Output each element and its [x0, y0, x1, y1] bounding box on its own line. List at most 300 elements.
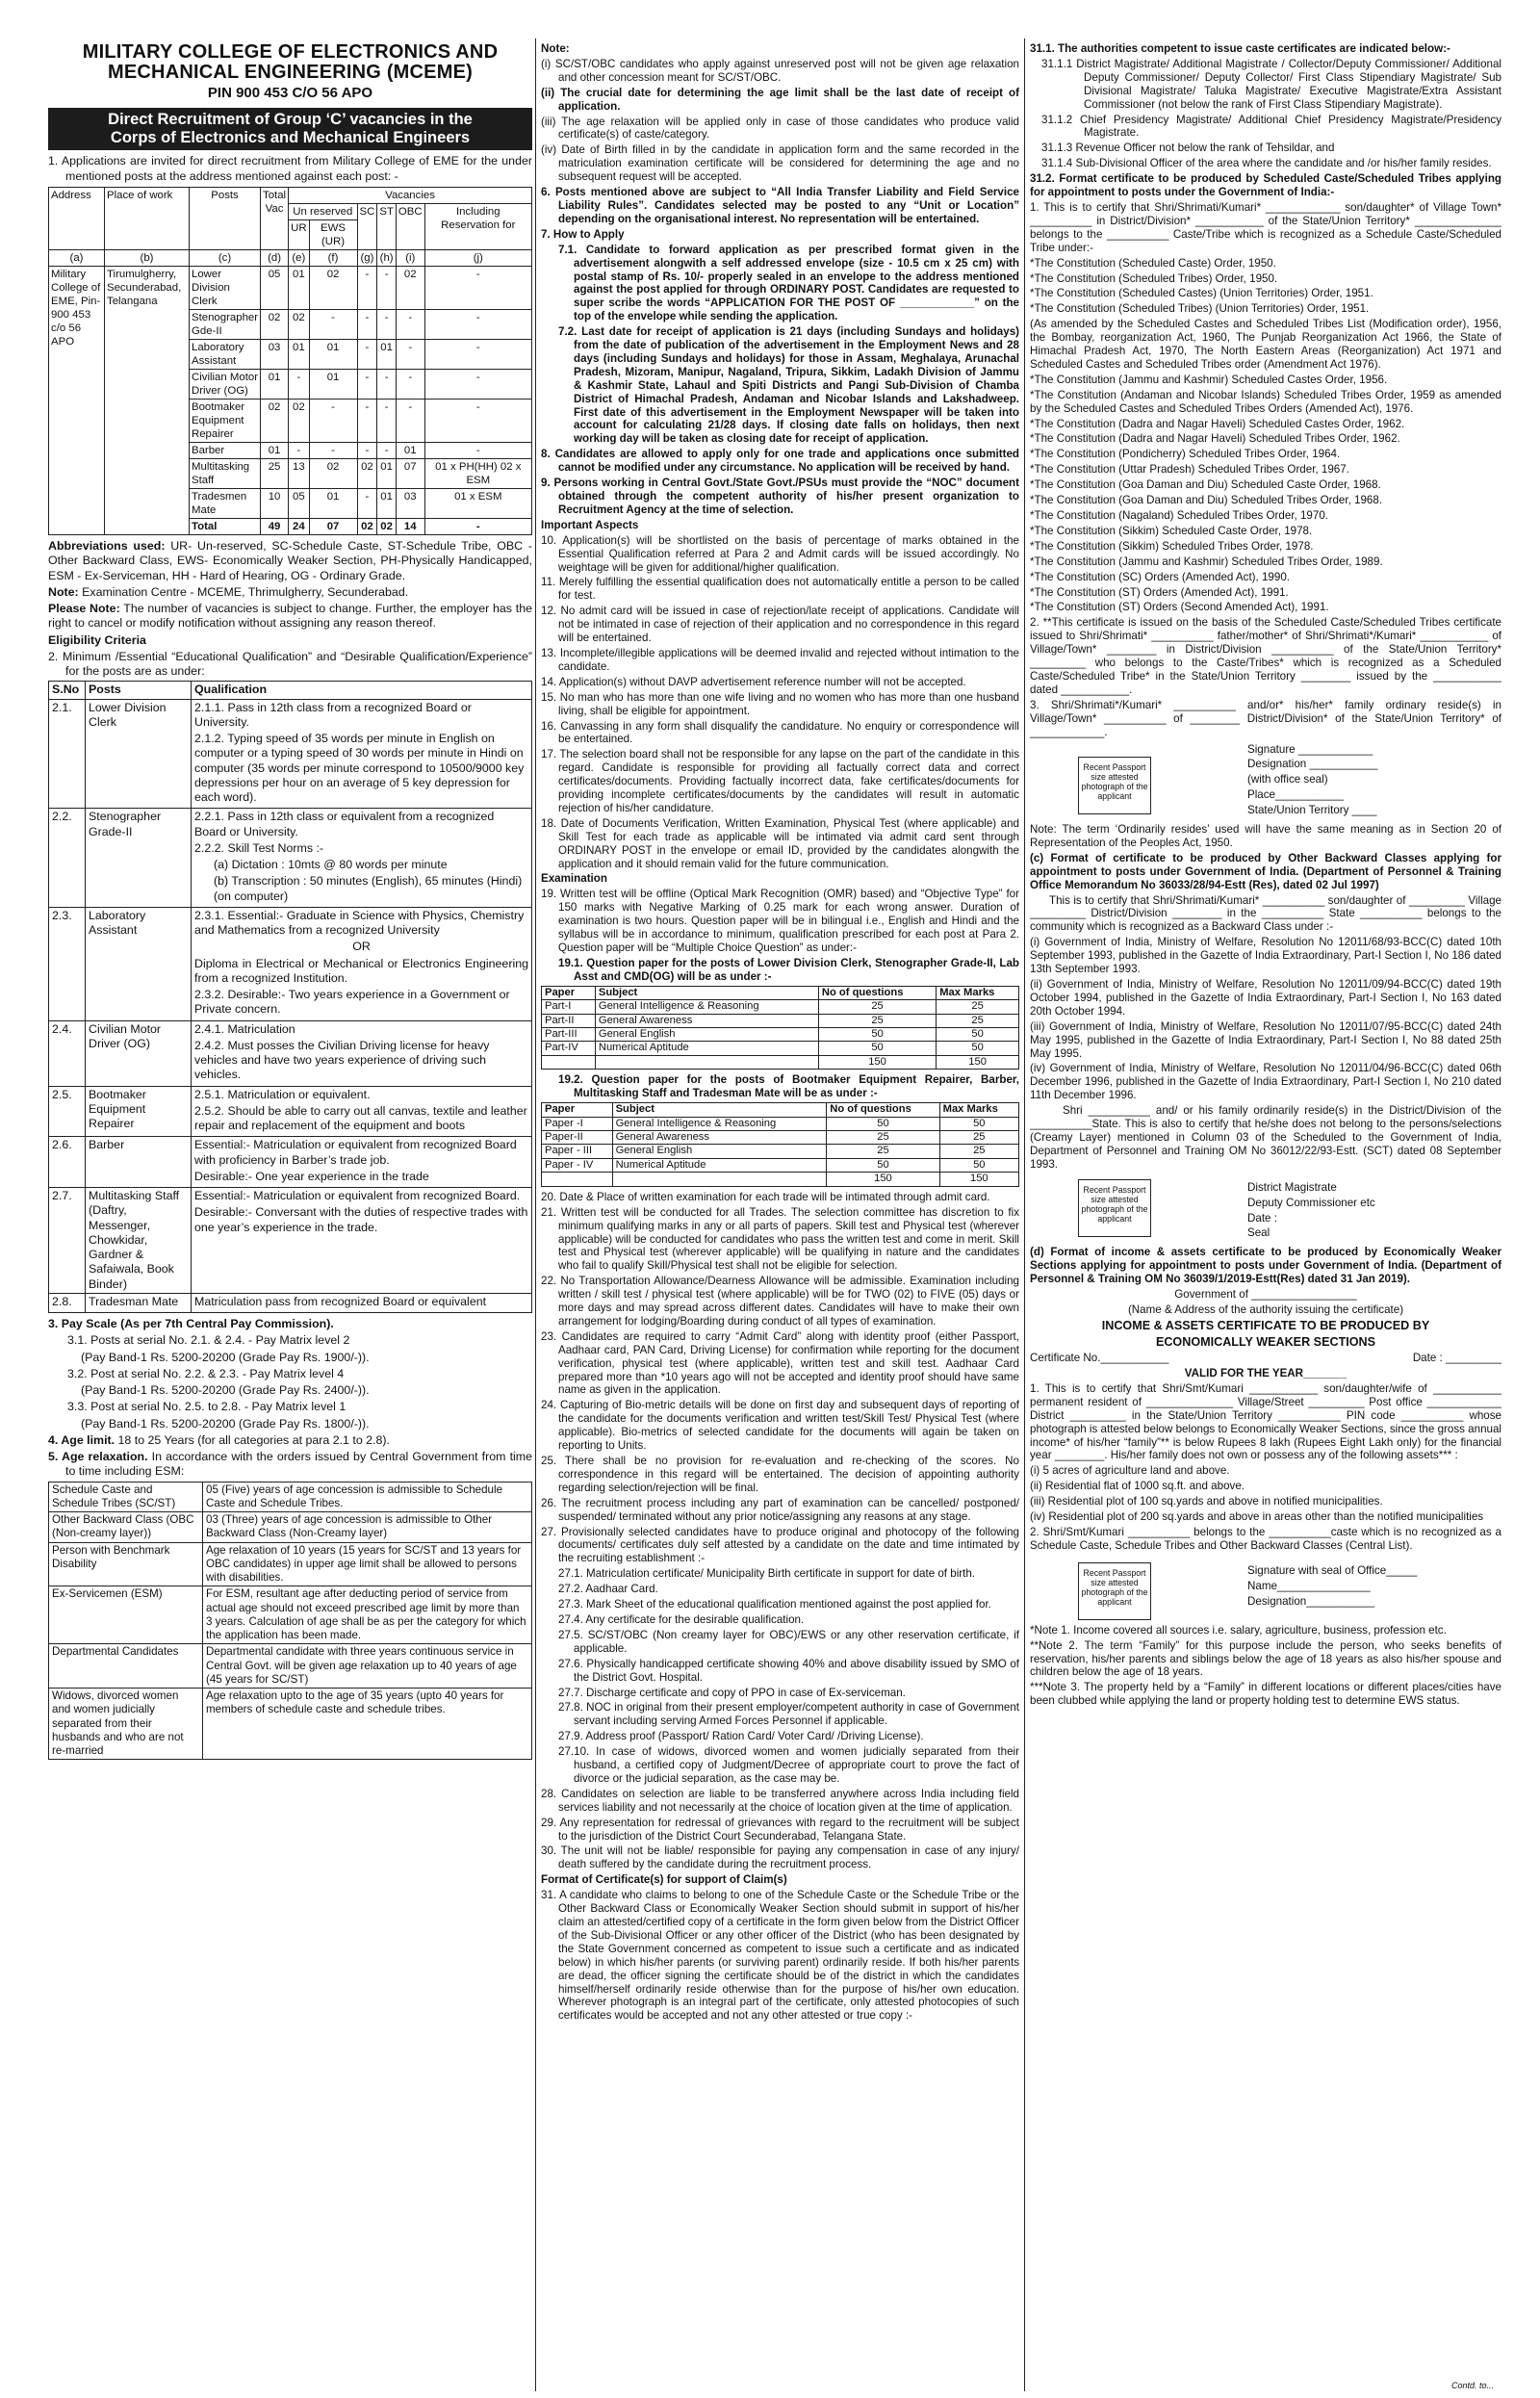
- document-item: 27.5. SC/ST/OBC (Non creamy layer for OBC)/EWS or any other reservation certificate, if applicable.: [558, 1628, 1019, 1655]
- cell: -: [377, 370, 397, 400]
- cell: -: [396, 370, 424, 400]
- document-item: 27.1. Matriculation certificate/ Municipality Birth certificate in support for date of birth.: [558, 1567, 976, 1581]
- cell: Bootmaker Equipment Repairer: [190, 400, 261, 443]
- cell: Age relaxation upto to the age of 35 years (upto 40 years for members of schedule caste and schedule tribes.: [203, 1689, 532, 1760]
- document-item: 27.8. NOC in original from their present employer/competent authority in case of Government servant including serving Armed Forces Personnel if applicable.: [558, 1701, 1019, 1728]
- cell: 01: [261, 370, 289, 400]
- cell: Part-III: [542, 1028, 596, 1042]
- sig-line: Designation ___________: [1247, 758, 1378, 771]
- cell: Military College of EME, Pin-900 453 c/o 56 APO: [49, 266, 105, 534]
- table-row: [542, 1055, 1019, 1069]
- banner-line: Corps of Electronics and Mechanical Engineers: [110, 129, 471, 147]
- cell: General English: [612, 1145, 827, 1158]
- cell: -: [424, 400, 531, 443]
- resolution-item: (ii) Government of India, Ministry of Welfare, Resolution No 12011/09/94-BCC(C) dated 19th October 1994, published in the Gazette of India Extraordinary, Part-I Section I, No 163 dated 20th October 1994.: [1030, 978, 1502, 1018]
- col-header: OBC: [396, 203, 424, 249]
- cell: Tradesmen Mate: [190, 489, 261, 519]
- table-row: [542, 1158, 1019, 1172]
- col-header: No of questions: [827, 1103, 939, 1117]
- cell: -: [309, 310, 357, 340]
- cell: -: [377, 400, 397, 443]
- signature-block: [1030, 1175, 1502, 1243]
- cell: Numerical Aptitude: [612, 1158, 827, 1172]
- list-item: 22. No Transportation Allowance/Dearness Allowance will be admissible. Examination including written / skill test / physical test (where applicable) will be for TWO (02) to FIVE (05) days or more days and may spread across different dates. Candidates will have to make their own arrangement for lodging/Boarding during conduct of all types of examination.: [541, 1275, 1019, 1328]
- table-row: [542, 1117, 1019, 1130]
- pay-line: (Pay Band-1 Rs. 5200-20200 (Grade Pay Rs. 1800/-)).: [81, 1416, 370, 1431]
- note: Note: The term ‘Ordinarily resides’ used will have the same meaning as in Section 20 of Representation of the Peoples Act, 1950.: [1030, 823, 1502, 849]
- cell: -: [357, 443, 377, 459]
- cell: 49: [261, 519, 289, 535]
- cell: Tradesman Mate: [86, 1293, 192, 1312]
- qual-line: 2.4.2. Must posses the Civilian Driving license for heavy vehicles and have two years experience of driving such vehicles.: [194, 1038, 490, 1082]
- order-item: *The Constitution (Nagaland) Scheduled Tribes Order, 1970.: [1030, 509, 1328, 522]
- cell: -: [377, 443, 397, 459]
- list-item: 16. Canvassing in any form shall disqualify the candidature. No enquiry or correspondence will be entertained.: [541, 719, 1019, 746]
- resolution-item: (iii) Government of India, Ministry of Welfare, Resolution No 12011/07/95-BCC(C) dated 24th May 1995, published in the Gazette of India Extraordinary, Part-I Section I, No 88 dated 25th May 1995.: [1030, 1019, 1502, 1060]
- age-relaxation-table: [48, 1482, 532, 1761]
- cell: Person with Benchmark Disability: [49, 1542, 203, 1586]
- document-item: 27.4. Any certificate for the desirable qualification.: [558, 1612, 805, 1626]
- photo-placeholder: Recent Passport size attested photograph of the applicant: [1078, 757, 1151, 814]
- sig-line: Place___________: [1247, 788, 1344, 802]
- cell: 50: [818, 1042, 936, 1055]
- col-header: ST: [377, 203, 397, 249]
- cell: 02: [309, 266, 357, 309]
- footnote: ***Note 3. The property held by a “Family” in different locations or different places/cities have been clubbed while applying the land or property holding test to determine EWS status.: [1030, 1681, 1502, 1708]
- cell: 50: [827, 1158, 939, 1172]
- cell: 25: [827, 1145, 939, 1158]
- cell: (j): [424, 249, 531, 266]
- table-row: [49, 907, 532, 1020]
- cell: 150: [937, 1055, 1019, 1069]
- cell: 01: [377, 340, 397, 370]
- banner-line: Direct Recruitment of Group ‘C’ vacancies in the: [108, 111, 473, 129]
- certificate-text: 2. **This certificate is issued on the basis of the Scheduled Caste/Scheduled Tribes certificate issued to Shri/Shrimati* __________ father/mother* of Shri/Shrimati*/Kumari* ___________ of Village/Town* ________ in District/Division __________ of the State/Union Territory* _________ who belongs to the Caste/Tribes* which is recognized as a Scheduled Caste/Scheduled Tribe* in the State/Union Territory ________ issued by the ___________ dated ___________.: [1030, 616, 1502, 696]
- cell: General Intelligence & Reasoning: [595, 1000, 818, 1014]
- age-limit: [48, 1433, 532, 1448]
- order-item: *The Constitution (Sikkim) Scheduled Caste Order, 1978.: [1030, 524, 1313, 537]
- sig-line: State/Union Territory ____: [1247, 804, 1377, 817]
- qual-line: 2.2.1. Pass in 12th class or equivalent from a recognized Board or University.: [194, 810, 495, 838]
- table-row: [49, 1137, 532, 1188]
- order-item: *The Constitution (ST) Orders (Second Amended Act), 1991.: [1030, 601, 1329, 614]
- col-header: Posts: [190, 187, 261, 249]
- cell: Schedule Caste and Schedule Tribes (SC/ST): [49, 1482, 203, 1512]
- paragraph: 19.2. Question paper for the posts of Bootmaker Equipment Repairer, Barber, Multitasking Staff and Tradesman Mate will be as under :-: [558, 1073, 1019, 1100]
- cell: -: [377, 310, 397, 340]
- certificate-title: ECONOMICALLY WEAKER SECTIONS: [1155, 1334, 1376, 1349]
- certificate-text: 1. This is to certify that Shri/Shrimati/Kumari* ____________ son/daughter* of Village Town* __________ in District/Division* ___________ of the State/Union Territory* ______________ belongs to the __________ Caste/Tribe which is recognized as a Schedule Caste/Scheduled Tribe under:-: [1030, 200, 1502, 254]
- note-label: Note:: [541, 42, 570, 55]
- please-note: [48, 602, 532, 632]
- cell: -: [424, 370, 531, 400]
- paragraph: 19. Written test will be offline (Optical Mark Recognition (OMR) based) and “Objective Type” for 150 marks with Negative Marking of 0.25 mark for each wrong answer. Duration of examination is two hours. Question paper will be in bilingual i.e., English and Hindi and the syllabus will be in accordance to minimum, qualification prescribed for each post at Para 2. Question paper will be “Multiple Choice Question” as under:-: [541, 888, 1019, 954]
- list-item: 20. Date & Place of written examination for each trade will be intimated through admit card.: [541, 1190, 990, 1203]
- order-item: *The Constitution (Andaman and Nicobar Islands) Scheduled Tribes Order, 1959 as amended by the Scheduled Castes and Scheduled Tribes Orders (Amended Act), 1976.: [1030, 388, 1502, 415]
- col-header: Subject: [612, 1103, 827, 1117]
- order-item: *The Constitution (Scheduled Castes) (Union Territories) Order, 1951.: [1030, 287, 1373, 300]
- org-title-line: MECHANICAL ENGINEERING (MCEME): [108, 62, 473, 83]
- document-item: 27.7. Discharge certificate and copy of PPO in case of Ex-serviceman.: [558, 1686, 906, 1699]
- section-heading: Eligibility Criteria: [48, 632, 146, 647]
- column-middle: [541, 42, 1019, 2391]
- list-item: 18. Date of Documents Verification, Written Examination, Physical Test (where applicable) and Skill Test for each trade as applicable will be intimated via admit card sent through ORDINARY POST in the envelope or email ID, provided by the candidates alongwith the application and it should remain valid for the future communication.: [541, 816, 1019, 870]
- col-header: Total Vac: [261, 187, 289, 249]
- abbreviations: [48, 539, 532, 583]
- cert-date: Date : _________: [1412, 1352, 1502, 1365]
- order-item: *The Constitution (Jammu and Kashmir) Scheduled Castes Order, 1956.: [1030, 373, 1388, 386]
- cell: General English: [595, 1028, 818, 1042]
- cell: Lower Division Clerk: [86, 699, 192, 809]
- cell: 02: [261, 400, 289, 443]
- table-row: [542, 1028, 1019, 1042]
- cell: (h): [377, 249, 397, 266]
- order-item: *The Constitution (ST) Orders (Amended Act), 1991.: [1030, 585, 1289, 599]
- qual-line: 2.3.2. Desirable:- Two years experience in a Government or Private concern.: [194, 988, 510, 1017]
- col-header: Paper: [542, 1103, 613, 1117]
- list-item: 28. Candidates on selection are liable to be transferred anywhere across India including field services liability and not necessarily at the choice of location given at the time of application.: [541, 1787, 1019, 1814]
- section-heading: Important Aspects: [541, 518, 639, 531]
- org-title: [48, 42, 532, 83]
- col-header: EWS (UR): [309, 219, 357, 249]
- cell: 02: [289, 400, 309, 443]
- vacancy-table: [48, 187, 532, 535]
- order-item: *The Constitution (Jammu and Kashmir) Scheduled Tribes Order, 1989.: [1030, 554, 1383, 568]
- qual-line: 2.5.2. Should be able to carry out all canvas, textile and leather repair and replacement of the equipment and boots: [194, 1103, 527, 1133]
- qual-line: 2.1.2. Typing speed of 35 words per minute in English on computer or a typing speed of 30 words per minute in Hindi on computer (35 words per minute correspond to 10500/9000 key depressions per hour on an average of 5 key depression for each word).: [194, 732, 525, 805]
- list-item: 14. Application(s) without DAVP advertisement reference number will not be accepted.: [541, 675, 966, 688]
- col-header: Subject: [595, 986, 818, 999]
- pay-line: 3.2. Post at serial No. 2.2. & 2.3. - Pay Matrix level 4: [67, 1366, 345, 1380]
- cell: 03 (Three) years of age concession is admissible to Other Backward Class (Non-Creamy layer): [203, 1512, 532, 1543]
- document-item: 27.9. Address proof (Passport/ Ration Card/ Voter Card/ /Driving License).: [558, 1730, 924, 1743]
- cell: -: [396, 340, 424, 370]
- column-right: [1030, 42, 1502, 2391]
- order-item: *The Constitution (Goa Daman and Diu) Scheduled Tribes Order, 1968.: [1030, 494, 1383, 507]
- qual-line: Essential:- Matriculation or equivalent from recognized Board.: [194, 1189, 521, 1203]
- cell: [192, 1086, 532, 1137]
- cell: 07: [396, 459, 424, 489]
- cell: [612, 1173, 827, 1186]
- col-header: Max Marks: [939, 1103, 1018, 1117]
- paragraph: 6. Posts mentioned above are subject to “All India Transfer Liability and Field Service Liability Rules”. Candidates selected may be posted to any “Unit or Location” depending on the organisational interest. No representation will be entertained.: [541, 186, 1019, 225]
- cell: Paper -I: [542, 1117, 613, 1130]
- table-row: [49, 1644, 532, 1689]
- cell: [192, 1293, 532, 1312]
- label: Please Note:: [48, 602, 120, 616]
- cell: For ESM, resultant age after deducting period of service from actual age should not exceed prescribed age limit by more than 3 years. Calculation of age shall be as per the category for which the application has been made.: [203, 1586, 532, 1644]
- cell: 25: [261, 459, 289, 489]
- cell: 02: [377, 519, 397, 535]
- cell: [595, 1055, 818, 1069]
- paragraph: 7.2. Last date for receipt of application is 21 days (including Sundays and holidays) from the date of publication of the advertisement in the Employment News and 28 days (including Sundays and holidays) for those in Assam, Meghalaya, Arunachal Pradesh, Mizoram, Manipur, Nagaland, Tripura, Sikkim, Ladakh Division of Jammu & Kashmir State, Lahaul and Spiti Districts and Pangi Sub-Division of Chamba District of Himachal Pradesh, Andaman and Nicobar Islands and Lakshadweep. First date of this advertisement in the Employment Newspaper will be taken into account for calculating 21/28 days. If closing date falls on holidays, then next working day will be taken as closing date for receipt of application.: [558, 325, 1019, 446]
- cell: Civilian Motor Driver (OG): [86, 1020, 192, 1086]
- paragraph: 7.1. Candidate to forward application as per prescribed format given in the advertisement alongwith a self addressed envelope (size - 10.5 cm x 25 cm) with postal stamp of Rs. 10/- properly sealed in an envelope to the address mentioned against the post applied for through ORDINARY POST. Candidates are requested to super scribe the words “APPLICATION FOR THE POST OF ____________” on the top of the envelope while sending the application.: [558, 243, 1019, 323]
- cell: 01: [309, 370, 357, 400]
- cell: 01: [377, 459, 397, 489]
- cell: [542, 1055, 596, 1069]
- paragraph: 19.1. Question paper for the posts of Lower Division Clerk, Stenographer Grade-II, Lab Asst and CMD(OG) will be as under :-: [558, 956, 1019, 983]
- order-item: *The Constitution (Dadra and Nagar Haveli) Scheduled Tribes Order, 1962.: [1030, 432, 1400, 446]
- cell: (c): [190, 249, 261, 266]
- order-item: *The Constitution (Scheduled Caste) Order, 1950.: [1030, 256, 1276, 270]
- cell: -: [424, 340, 531, 370]
- cell: Total: [190, 519, 261, 535]
- cell: [192, 1188, 532, 1294]
- certificate-text: Shri __________ and/ or his family ordinarily reside(s) in the District/Division of the __________State. This is also to certify that he/she does not belong to the persons/selections (Creamy Layer) mentioned in Column 03 of the Scheduled to the Government of India, Department of Personnel and Training OM No 36012/22/93-Estt. (SCT) dated 08 September 1993.: [1030, 1104, 1502, 1171]
- paragraph: 2. Minimum /Essential “Educational Qualification” and “Desirable Qualification/Experience” for the posts are as under:: [48, 649, 532, 679]
- asset-item: (iii) Residential plot of 100 sq.yards and above in notified municipalities.: [1030, 1495, 1383, 1508]
- cell: Part-II: [542, 1014, 596, 1027]
- table-row: [49, 1293, 532, 1312]
- cell: -: [424, 266, 531, 309]
- qual-line: Matriculation pass from recognized Board or equivalent: [194, 1294, 487, 1308]
- cell: 2.6.: [49, 1137, 86, 1188]
- asset-item: (ii) Residential flat of 1000 sq.ft. and above.: [1030, 1480, 1245, 1493]
- cell: Laboratory Assistant: [190, 340, 261, 370]
- cert-no-row: [1030, 1352, 1502, 1365]
- cell: -: [396, 400, 424, 443]
- cell: 05 (Five) years of age concession is admissible to Schedule Caste and Schedule Tribes.: [203, 1482, 532, 1512]
- cell: -: [289, 443, 309, 459]
- table-row: [542, 1042, 1019, 1055]
- text: 18 to 25 Years (for all categories at para 2.1 to 2.8).: [115, 1432, 390, 1447]
- note-item: (ii) The crucial date for determining the age limit shall be the last date of receipt of application.: [541, 86, 1019, 113]
- paragraph: 31. A candidate who claims to belong to one of the Schedule Caste or the Schedule Tribe or the Other Backward Class or Economically Weaker Section should submit in support of his/her claim an attested/certified copy of a certificate in the form given below from the District Officer of the Sub-Divisional Officer or any other officer of the District (who has been designated by the State Government concerned as competent to issue such a certificate and as indicated below) in which his/her parents (or surviving parent) ordinarily reside. If both his/her parents are dead, the officer signing the certificate should be of the district in which the candidates himself/herself ordinarily reside otherwise than for the purpose of his/her own education. Wherever photograph is an integral part of the certificate, only attested photocopies of such certificates would be accepted and not any other attested or true copy :-: [541, 1889, 1019, 2023]
- intro-paragraph: 1. Applications are invited for direct recruitment from Military College of EME for the under mentioned posts at the address mentioned against each post: -: [48, 154, 532, 183]
- cell: 02: [357, 519, 377, 535]
- document-item: 27.3. Mark Sheet of the educational qualification mentioned against the post applied for.: [558, 1598, 991, 1612]
- cell: -: [357, 370, 377, 400]
- list-item: 24. Capturing of Bio-metric details will be done on first day and subsequent days of reporting of the candidate for the documents verification and written test/Skill Test/ Physical Test (where applicable). Bio-metrics of selected candidate for the documents will again be taken on reporting to Units.: [541, 1399, 1019, 1453]
- qual-line: 2.2.2. Skill Test Norms :-: [194, 840, 324, 855]
- sig-line: Deputy Commissioner etc: [1247, 1196, 1375, 1209]
- cell: Departmental candidate with three years continuous service in Central Govt. will be given age relaxation up to 40 years of age (45 years for SC/ST): [203, 1644, 532, 1689]
- cell: -: [357, 340, 377, 370]
- sig-line: Date :: [1247, 1211, 1277, 1225]
- cell: -: [424, 310, 531, 340]
- note: [48, 585, 532, 600]
- cell: 25: [818, 1014, 936, 1027]
- cell: Paper-II: [542, 1131, 613, 1145]
- signature-fields: [1247, 1181, 1375, 1243]
- org-title-line: MILITARY COLLEGE OF ELECTRONICS AND: [82, 42, 499, 63]
- order-item: *The Constitution (Sikkim) Scheduled Tribes Order, 1978.: [1030, 539, 1314, 553]
- cell: 05: [289, 489, 309, 519]
- cell: [192, 1137, 532, 1188]
- col-header: Address: [49, 187, 105, 249]
- cell: 50: [939, 1117, 1018, 1130]
- list-item: 10. Application(s) will be shortlisted on the basis of percentage of marks obtained in the Essential Qualification referred at Para 2 and Admit cards will be issued accordingly. No weightage will be given for additional/higher qualification.: [541, 533, 1019, 574]
- cert-no: Certificate No.___________: [1030, 1352, 1169, 1365]
- cell: Paper - IV: [542, 1158, 613, 1172]
- note-item: (i) SC/ST/OBC candidates who apply against unreserved post will not be given age relaxation and other concession meant for SC/ST/OBC.: [541, 57, 1019, 84]
- cell: 01: [309, 489, 357, 519]
- cell: 25: [937, 1014, 1019, 1027]
- table-row: [542, 1000, 1019, 1014]
- cell: General Intelligence & Reasoning: [612, 1117, 827, 1130]
- signature-block: [1030, 743, 1502, 820]
- order-item: *The Constitution (Pondicherry) Scheduled Tribes Order, 1964.: [1030, 448, 1341, 461]
- pay-line: (Pay Band-1 Rs. 5200-20200 (Grade Pay Rs. 1900/-)).: [81, 1350, 370, 1364]
- sig-line: Designation___________: [1247, 1594, 1375, 1608]
- cell: -: [289, 370, 309, 400]
- cell: Bootmaker Equipment Repairer: [86, 1086, 192, 1137]
- table-row: [49, 1586, 532, 1644]
- cell: Multitasking Staff (Daftry, Messenger, Chowkidar, Gardner & Safaiwala, Book Binder): [86, 1188, 192, 1294]
- list-item: 17. The selection board shall not be responsible for any lapse on the part of the candidate in this regard. Candidate is responsible for providing all factually correct data and correct certificates/documents. Providing factually incorrect data, fake certificates/documents for providing incomplete certificates/documents by the candidates will result in automatic rejection of his/her candidature.: [541, 748, 1019, 814]
- cell: -: [424, 519, 531, 535]
- qual-line: Desirable:- One year experience in the trade: [194, 1169, 429, 1183]
- col-header: Place of work: [105, 187, 190, 249]
- table-row: [542, 1145, 1019, 1158]
- qual-line: 2.5.1. Matriculation or equivalent.: [194, 1087, 371, 1101]
- cell: -: [309, 443, 357, 459]
- note-item: (iii) The age relaxation will be applied only in case of those candidates who produce valid certificate(s) of caste/category.: [541, 115, 1019, 142]
- document-item: 27.6. Physically handicapped certificate showing 40% and above disability issued by SMO of the District Govt. Hospital.: [558, 1657, 1019, 1684]
- cell: -: [357, 400, 377, 443]
- col-header: S.No: [49, 682, 86, 699]
- cell: 2.8.: [49, 1293, 86, 1312]
- qual-line: OR: [352, 940, 371, 954]
- cell: -: [357, 310, 377, 340]
- cell: (a): [49, 249, 105, 266]
- pay-line: (Pay Band-1 Rs. 5200-20200 (Grade Pay Rs. 2400/-)).: [81, 1383, 370, 1398]
- col-header: Max Marks: [937, 986, 1019, 999]
- col-header: Paper: [542, 986, 596, 999]
- list-item: 30. The unit will not be liable/ responsible for paying any compensation in case of any injury/ death suffered by the candidate during the recruitment process.: [541, 1844, 1019, 1871]
- authority-item: 31.1.3 Revenue Officer not below the rank of Tehsildar, and: [1041, 142, 1335, 155]
- order-item: *The Constitution (SC) Orders (Amended Act), 1990.: [1030, 570, 1290, 583]
- note-item: (iv) Date of Birth filled in by the candidate in application form and the same recorded in the matriculation examination certificate will be considered for determining the age and no subsequent request will be accepted.: [541, 143, 1019, 184]
- qual-line: Essential:- Matriculation or equivalent from recognized Board with proficiency in Barber’s trade job.: [194, 1138, 517, 1167]
- age-relaxation: [48, 1450, 532, 1480]
- qual-line: 2.3.1. Essential:- Graduate in Science with Physics, Chemistry and Mathematics from a recognized University: [194, 908, 525, 938]
- cell: [192, 699, 532, 809]
- cell: 10: [261, 489, 289, 519]
- cell: 50: [939, 1158, 1018, 1172]
- table-row: [542, 1131, 1019, 1145]
- table-row: [49, 249, 532, 266]
- cell: Ex-Servicemen (ESM): [49, 1586, 203, 1644]
- authority-item: 31.1.4 Sub-Divisional Officer of the area where the candidate and /or his/her family resides.: [1041, 157, 1492, 170]
- text: UR- Un-reserved, SC-Schedule Caste, ST-Schedule Tribe, OBC - Other Backward Class, EWS- Economically Weaker Section, PH-Physically Handicapped, ESM - Ex-Serviceman, HH - Hard of Hearing, OG - Ordinary Grade.: [48, 539, 532, 582]
- section-heading: 7. How to Apply: [541, 227, 625, 241]
- cell: 2.2.: [49, 809, 86, 908]
- cell: (f): [309, 249, 357, 266]
- cell: 50: [818, 1028, 936, 1042]
- sig-line: Signature with seal of Office_____: [1247, 1563, 1418, 1577]
- order-item: *The Constitution (Goa Daman and Diu) Scheduled Caste Order, 1968.: [1030, 478, 1381, 492]
- qual-line: (a) Dictation : 10mts @ 80 words per minute: [214, 858, 448, 872]
- photo-placeholder: Recent Passport size attested photograph of the applicant: [1078, 1562, 1151, 1620]
- table-row: [49, 1086, 532, 1137]
- cell: Multitasking Staff: [190, 459, 261, 489]
- cell: 2.3.: [49, 907, 86, 1020]
- table-row: [49, 1542, 532, 1586]
- cell: Stenographer Grade-II: [86, 809, 192, 908]
- cell: Stenographer Gde-II: [190, 310, 261, 340]
- cell: 24: [289, 519, 309, 535]
- cell: -: [377, 266, 397, 309]
- sig-line: Seal: [1247, 1226, 1270, 1240]
- cell: (e): [289, 249, 309, 266]
- col-header: Un reserved: [289, 203, 357, 219]
- continued-label: Contd. to...: [1450, 2381, 1494, 2391]
- cell: 150: [827, 1173, 939, 1186]
- cell: Tirumulgherry, Secunderabad, Telangana: [105, 266, 190, 534]
- col-header: UR: [289, 219, 309, 249]
- col-header: Posts: [86, 682, 192, 699]
- cell: 03: [261, 340, 289, 370]
- section-heading: (c) Format of certificate to be produced by Other Backward Classes applying for appointment to posts under Government of India. (Department of Personnel & Training Office Memorandum No 36033/28/94-Estt (Res), dated 02 Jul 1997): [1030, 851, 1502, 891]
- cell: 13: [289, 459, 309, 489]
- order-item: *The Constitution (Scheduled Tribes) (Union Territories) Order, 1951.: [1030, 302, 1370, 316]
- cell: 01: [289, 266, 309, 309]
- cell: Laboratory Assistant: [86, 907, 192, 1020]
- cell: 2.5.: [49, 1086, 86, 1137]
- cell: Barber: [86, 1137, 192, 1188]
- certificate-text: (Name & Address of the authority issuing the certificate): [1127, 1302, 1404, 1316]
- cell: Age relaxation of 10 years (15 years for SC/ST and 13 years for OBC candidates) in upper age limit shall be allowed to persons with disabilities.: [203, 1542, 532, 1586]
- cell: 02: [357, 459, 377, 489]
- text: The number of vacancies is subject to change. Further, the employer has the right to cancel or modify notification without assigning any reason thereof.: [48, 602, 532, 631]
- qual-line: Desirable:- Conversant with the duties of respective trades with one year’s experience in the trade.: [194, 1205, 528, 1234]
- col-header: SC: [357, 203, 377, 249]
- cell: [192, 907, 532, 1020]
- col-header: Qualification: [192, 682, 532, 699]
- signature-fields: [1247, 743, 1377, 820]
- cell: 02: [289, 310, 309, 340]
- cell: General Awareness: [595, 1014, 818, 1027]
- table-row: [49, 1020, 532, 1086]
- text: In accordance with the orders issued by Central Government from time to time including ESM:: [65, 1450, 532, 1479]
- order-item: (As amended by the Scheduled Castes and Scheduled Tribes List (Modification order), 1956, the Bombay, reorganization Act, 1960, The Punjab Reorganization Act 1966, the State of Himachal Pradesh Act, 1970, The North Eastern Areas (Reorganization) Act 1971 and Scheduled Castes and Scheduled Tribes order (Amendment Act 1976).: [1030, 318, 1502, 371]
- list-item: 27. Provisionally selected candidates have to produce original and photocopy of the following documents/ certificates duly self attested by a candidate on the date and time intimated by the recruiting establishment :-: [541, 1525, 1019, 1565]
- cell: 25: [937, 1000, 1019, 1014]
- section-heading: (d) Format of income & assets certificate to be produced by Economically Weaker Sections applying for appointment to posts under Government of India. (Department of Personnel & Training OM No 36039/1/2019-Estt(Res) dated 31 Jan 2019).: [1030, 1246, 1502, 1286]
- asset-item: (iv) Residential plot of 200 sq.yards and above in areas other than the notified municipalities: [1030, 1510, 1484, 1524]
- cell: Other Backward Class (OBC (Non-creamy layer)): [49, 1512, 203, 1543]
- cell: 25: [939, 1131, 1018, 1145]
- list-item: 25. There shall be no provision for re-evaluation and re-checking of the scores. No correspondence in this regard will be entertained. The decision of appointing authority regarding selection/rejection will be final.: [541, 1455, 1019, 1494]
- cell: 2.4.: [49, 1020, 86, 1086]
- sig-line: (with office seal): [1247, 773, 1328, 786]
- cell: 01: [396, 443, 424, 459]
- signature-block: [1030, 1557, 1502, 1620]
- list-item: 29. Any representation for redressal of grievances with regard to the recruitment will be subject to the jurisdiction of the District Court Secunderabad, Telangana State.: [541, 1816, 1019, 1843]
- certificate-text: 1. This is to certify that Shri/Smt/Kumari ___________ son/daughter/wife of ___________ permanent resident of ______________ Village/Street _________ Post office ____________ District _________ in the State/Union Territory __________ PIN code __________ whose photograph is attested below belongs to Economically Weaker Sections, since the gross annual income* of his/her “family”** is below Rupees 8 lakh (Rupees Eight Lakh only) for the financial year ________. His/her family does not own or possess any of the following assets*** :: [1030, 1381, 1502, 1462]
- list-item: 21. Written test will be conducted for all Trades. The selection committee has discretion to fix minimum qualifying marks in any or all parts of papers. Skill test and Physical test (wherever applicable) will be conducted for candidates who pass the written test and come in merit. Skill test and Physical test (wherever applicable) will be qualifying in nature and the candidates who fail to qualify Skill/Physical test shall not be eligible for selection.: [541, 1205, 1019, 1273]
- cell: 01: [309, 340, 357, 370]
- cell: 2.7.: [49, 1188, 86, 1294]
- section-heading: 31.2. Format certificate to be produced by Scheduled Caste/Scheduled Tribes applying for appointment to posts under the Government of India:-: [1030, 172, 1502, 199]
- cell: 01 x PH(HH) 02 x ESM: [424, 459, 531, 489]
- certificate-text: 2. Shri/Smt/Kumari __________ belongs to the __________caste which is no recognized as a Schedule Caste, Schedule Tribes and Other Backward Classes (Central List).: [1030, 1525, 1502, 1552]
- authority-item: 31.1.2 Chief Presidency Magistrate/ Additional Chief Presidency Magistrate/Presidency Magistrate.: [1041, 113, 1502, 140]
- list-item: 23. Candidates are required to carry “Admit Card” along with identity proof (either Passport, Aadhaar card, PAN Card, Driving License) for confirmation while reporting for the document verification, physical test (where applicable), written test and skill test. Aadhaar Card prepared more than *10 years ago will not be accepted and identity proof should have same name as given in the application.: [541, 1329, 1019, 1397]
- cell: 01 x ESM: [424, 489, 531, 519]
- cell: 07: [309, 519, 357, 535]
- cell: 150: [818, 1055, 936, 1069]
- cell: 01: [289, 340, 309, 370]
- cell: 02: [261, 310, 289, 340]
- cell: -: [424, 443, 531, 459]
- qualification-table: [48, 681, 532, 1313]
- cell: Part-IV: [542, 1042, 596, 1055]
- list-item: 26. The recruitment process including any part of examination can be cancelled/ postponed/ suspended/ terminated without any prior notice/assigning any reasons at any stage.: [541, 1496, 1019, 1523]
- certificate-title: INCOME & ASSETS CERTIFICATE TO BE PRODUCED BY: [1101, 1318, 1430, 1332]
